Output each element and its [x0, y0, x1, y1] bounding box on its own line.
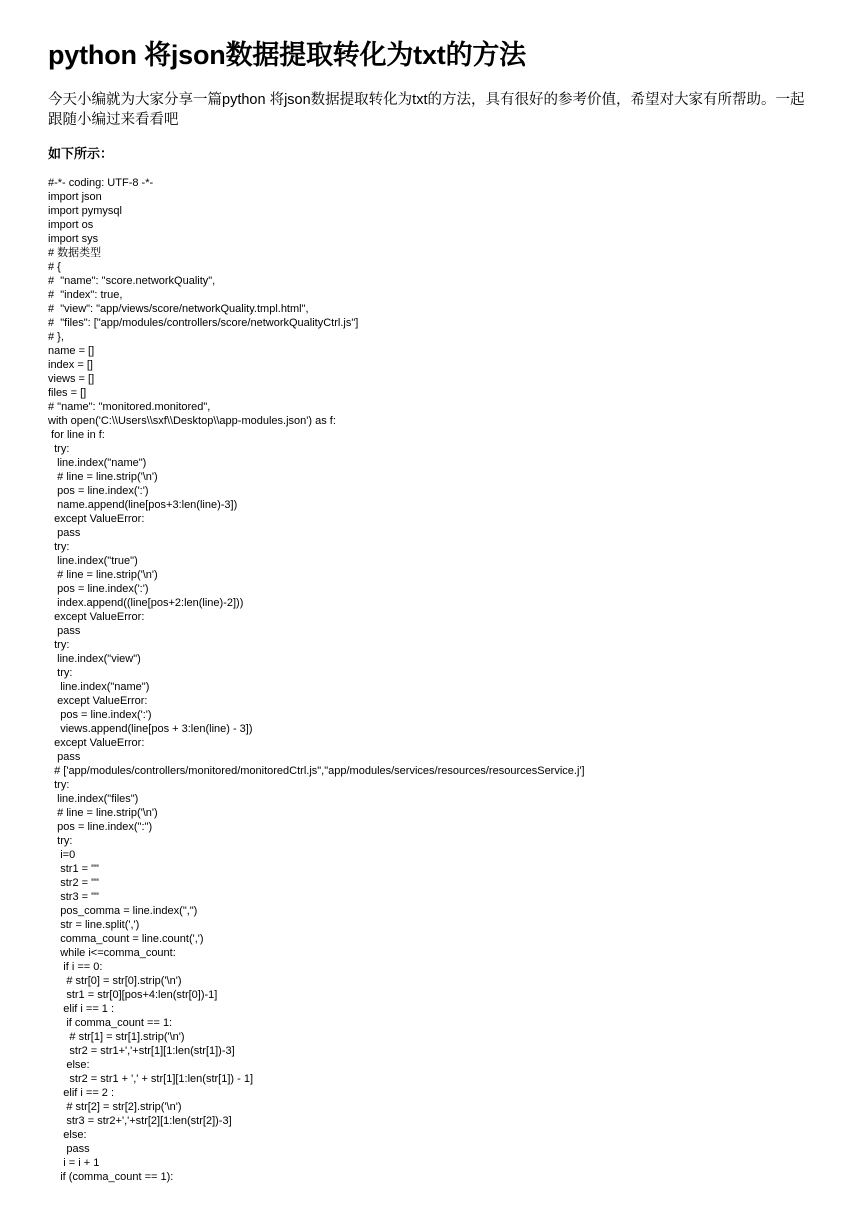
code-line: # line = line.strip('\n') — [48, 471, 158, 483]
code-line: name = [] — [48, 345, 95, 357]
code-line: try: — [48, 541, 70, 553]
code-line: line.index("name") — [48, 457, 147, 469]
code-line: # "view": "app/views/score/networkQuality.tmpl.html", — [48, 303, 309, 315]
code-line: i = i + 1 — [48, 1157, 100, 1169]
code-line: else: — [48, 1129, 87, 1141]
code-line: views = [] — [48, 373, 95, 385]
code-line: try: — [48, 667, 73, 679]
code-line: import os — [48, 219, 94, 231]
code-line: str1 = "" — [48, 863, 99, 875]
code-line: # }, — [48, 331, 64, 343]
code-line: str2 = "" — [48, 877, 99, 889]
code-line: pos = line.index(':') — [48, 583, 149, 595]
code-line: #-*- coding: UTF-8 -*- — [48, 177, 154, 189]
code-line: pass — [48, 751, 81, 763]
article-title: python 将json数据提取转化为txt的方法 — [48, 40, 526, 70]
code-line: pos = line.index(':') — [48, 709, 152, 721]
code-line: index = [] — [48, 359, 93, 371]
code-line: pos = line.index(":") — [48, 821, 153, 833]
code-line: name.append(line[pos+3:len(line)-3]) — [48, 499, 238, 511]
code-line: except ValueError: — [48, 737, 145, 749]
code-line: # str[0] = str[0].strip('\n') — [48, 975, 182, 987]
code-line: pos_comma = line.index(",") — [48, 905, 198, 917]
code-line: import json — [48, 191, 102, 203]
code-line: try: — [48, 779, 70, 791]
code-line: # "index": true, — [48, 289, 123, 301]
code-line: with open('C:\\Users\\sxf\\Desktop\\app-modules.json') as f: — [48, 415, 336, 427]
code-line: while i<=comma_count: — [48, 947, 176, 959]
code-line: str2 = str1+','+str[1][1:len(str[1])-3] — [48, 1045, 235, 1057]
code-line: except ValueError: — [48, 611, 145, 623]
code-line: # "files": ["app/modules/controllers/score/networkQualityCtrl.js"] — [48, 317, 359, 329]
code-line: import pymysql — [48, 205, 122, 217]
code-line: if (comma_count == 1): — [48, 1171, 174, 1183]
code-line: # "name": "monitored.monitored", — [48, 401, 211, 413]
code-line: # line = line.strip('\n') — [48, 569, 158, 581]
code-line: pass — [48, 625, 81, 637]
code-line: index.append((line[pos+2:len(line)-2])) — [48, 597, 244, 609]
code-line: views.append(line[pos + 3:len(line) - 3]) — [48, 723, 253, 735]
code-line: line.index("true") — [48, 555, 138, 567]
code-line: # 数据类型 — [48, 247, 102, 259]
code-line: for line in f: — [48, 429, 105, 441]
code-line: str3 = str2+','+str[2][1:len(str[2])-3] — [48, 1115, 232, 1127]
article-intro: 今天小编就为大家分享一篇python 将json数据提取转化为txt的方法，具有很好的参考价值，希望对大家有所帮助。一起跟随小编过来看看吧 — [48, 92, 805, 128]
code-line: try: — [48, 443, 70, 455]
code-line: str1 = str[0][pos+4:len(str[0])-1] — [48, 989, 218, 1001]
code-line: pass — [48, 1143, 90, 1155]
code-line: comma_count = line.count(',') — [48, 933, 204, 945]
code-line: pass — [48, 527, 81, 539]
code-line: # { — [48, 261, 61, 273]
code-line: if comma_count == 1: — [48, 1017, 173, 1029]
code-line: files = [] — [48, 387, 87, 399]
code-line: import sys — [48, 233, 99, 245]
code-line: elif i == 1 : — [48, 1003, 115, 1015]
code-line: line.index("view") — [48, 653, 141, 665]
section-subheading: 如下所示： — [48, 146, 114, 161]
code-line: try: — [48, 639, 70, 651]
code-line: else: — [48, 1059, 90, 1071]
code-line: str = line.split(',') — [48, 919, 140, 931]
code-line: if i == 0: — [48, 961, 103, 973]
code-line: # str[1] = str[1].strip('\n') — [48, 1031, 185, 1043]
code-block — [48, 176, 585, 1184]
code-line: try: — [48, 835, 73, 847]
code-line: i=0 — [48, 849, 76, 861]
code-line: # str[2] = str[2].strip('\n') — [48, 1101, 182, 1113]
code-line: except ValueError: — [48, 513, 145, 525]
code-line: # ['app/modules/controllers/monitored/monitoredCtrl.js","app/modules/services/resources/resourcesService.j'] — [48, 765, 585, 777]
code-line: str2 = str1 + ',' + str[1][1:len(str[1]) - 1] — [48, 1073, 254, 1085]
code-line: str3 = "" — [48, 891, 99, 903]
code-line: pos = line.index(':') — [48, 485, 149, 497]
code-line: # line = line.strip('\n') — [48, 807, 158, 819]
code-line: line.index("name") — [48, 681, 150, 693]
code-line: # "name": "score.networkQuality", — [48, 275, 216, 287]
code-line: elif i == 2 : — [48, 1087, 115, 1099]
code-line: except ValueError: — [48, 695, 148, 707]
code-line: line.index("files") — [48, 793, 139, 805]
